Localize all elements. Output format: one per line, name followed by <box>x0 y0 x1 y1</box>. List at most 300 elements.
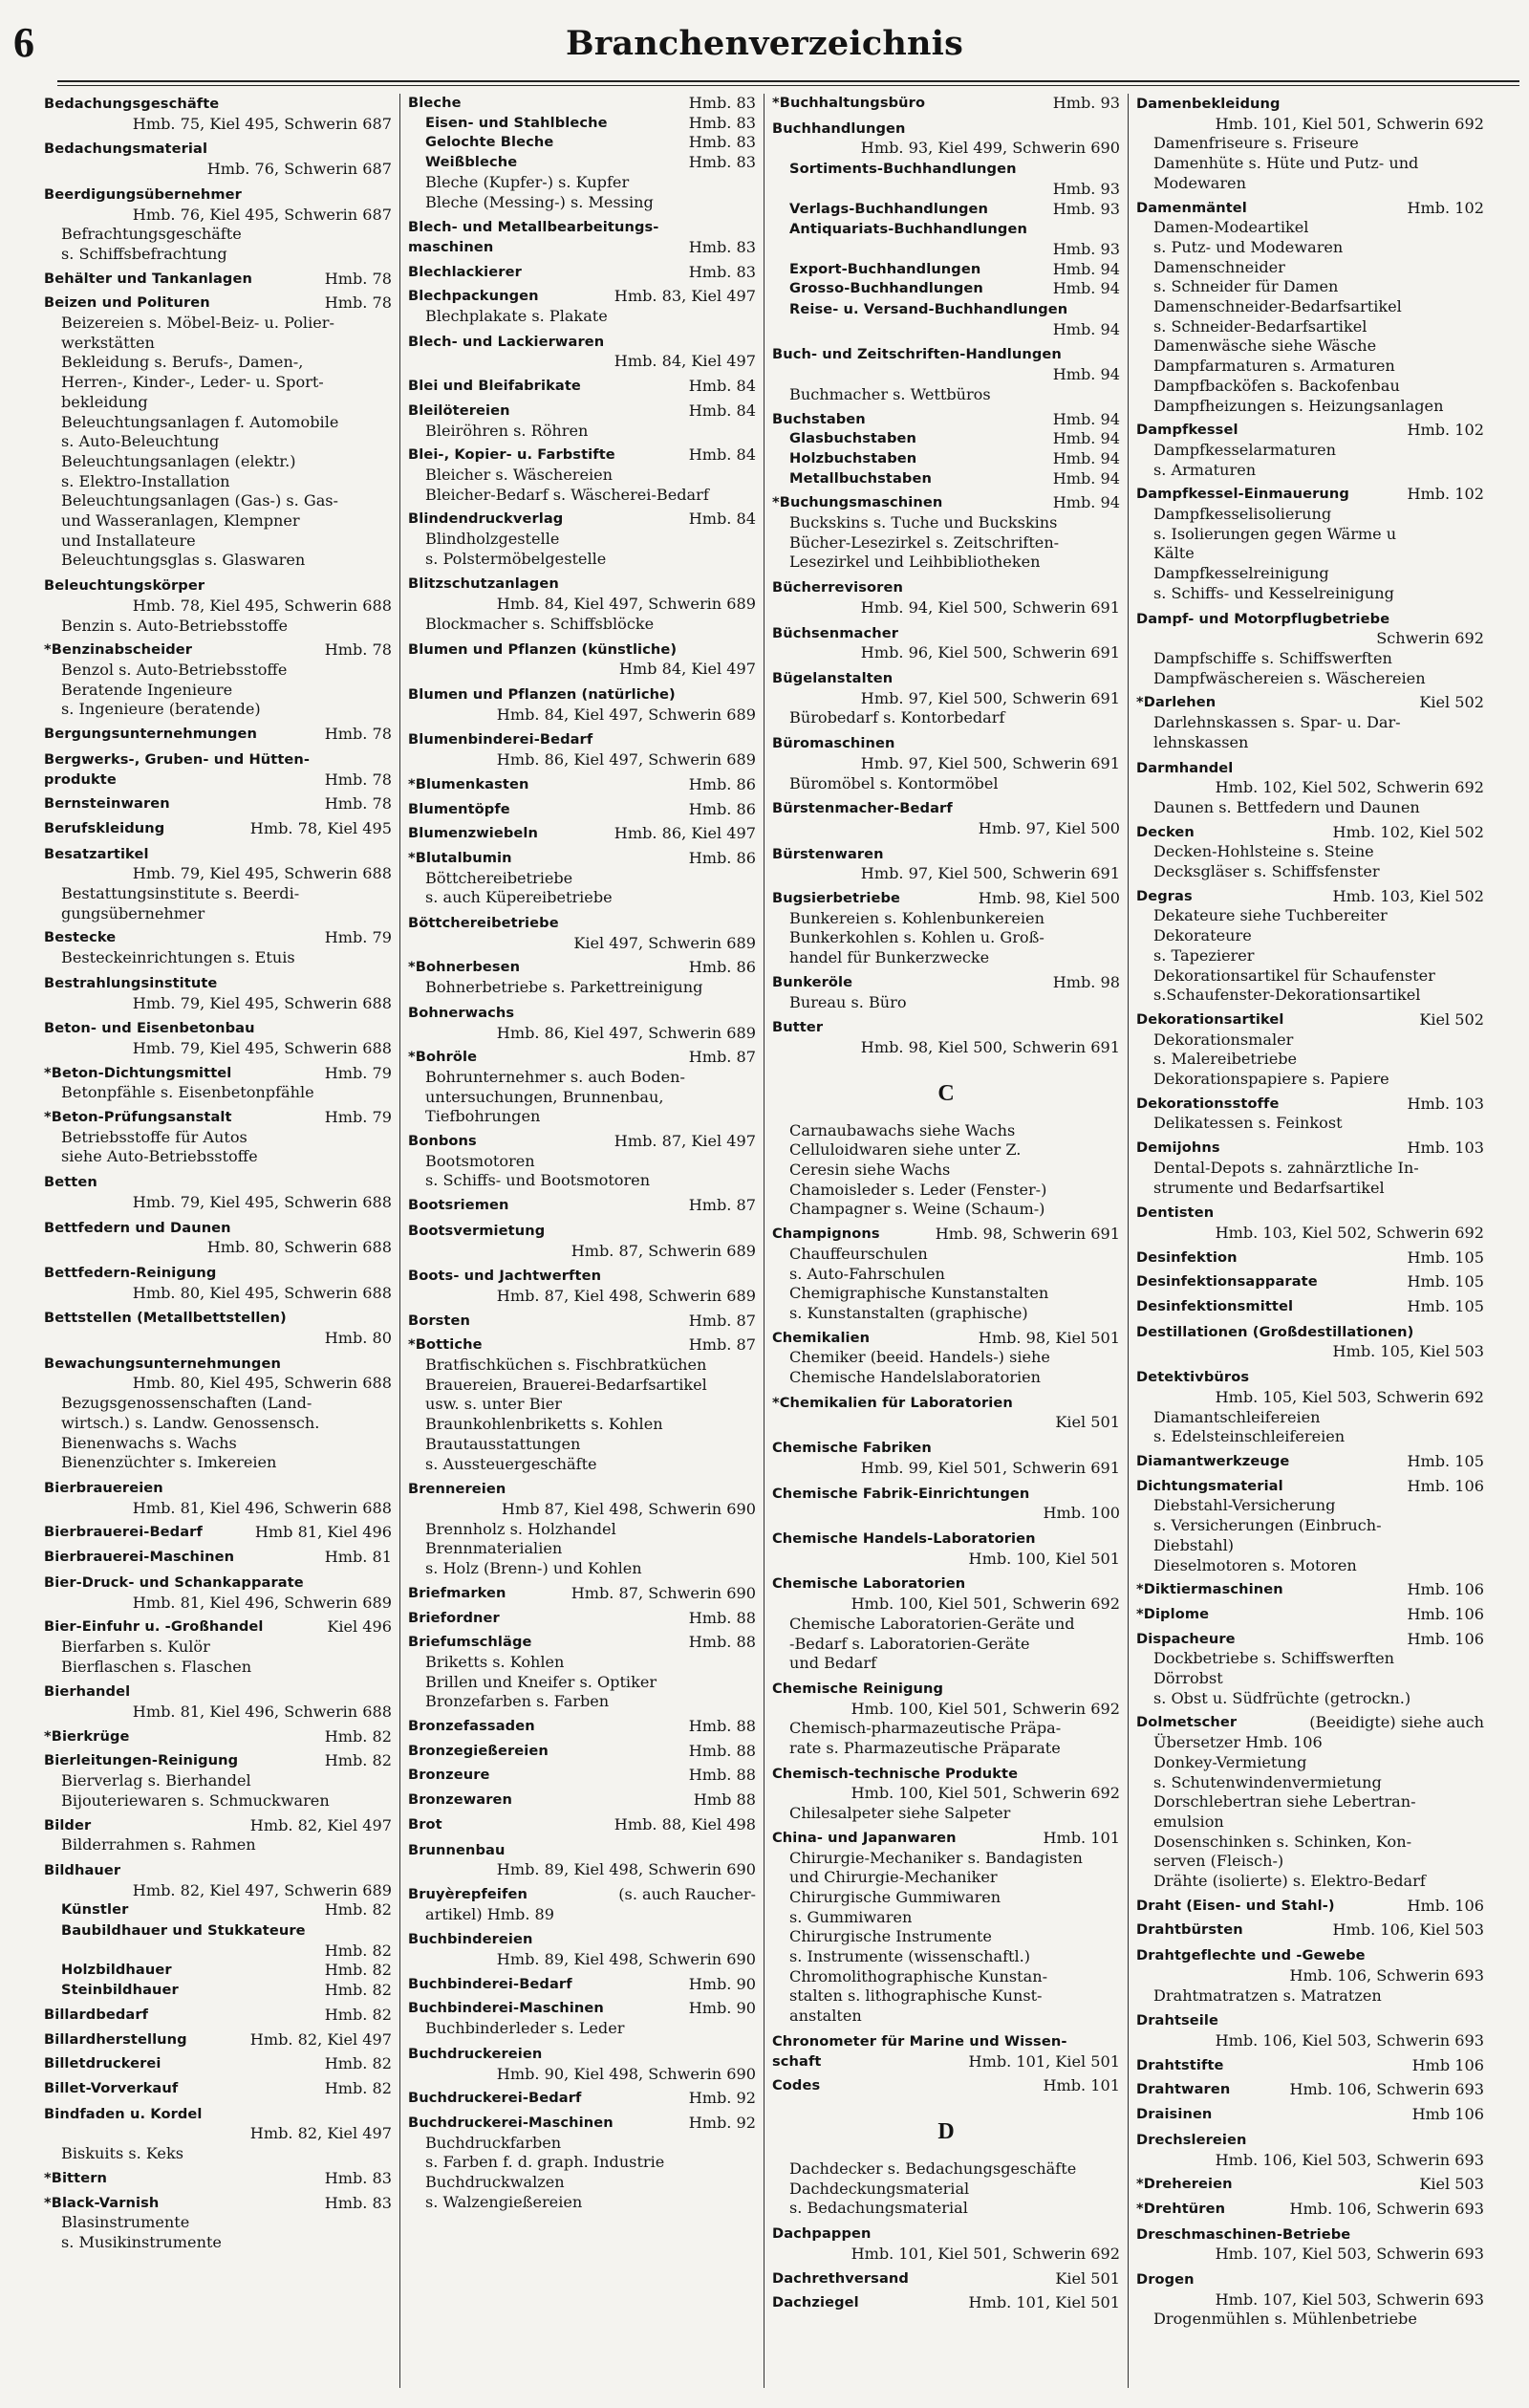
directory-entry <box>408 1975 756 1995</box>
entry-line: Hmb. 100, Kiel 501 <box>968 1549 1120 1568</box>
directory-entry <box>408 217 756 257</box>
entry-line: Hmb. 97, Kiel 500, Schwerin 691 <box>860 753 1120 772</box>
directory-entry <box>44 94 392 134</box>
entry-line <box>772 1393 1120 1414</box>
entry-line: s. Schiffs- und Bootsmotoren <box>425 1171 651 1190</box>
entry-line: Bienenwachs s. Wachs <box>61 1433 237 1452</box>
directory-entry <box>1136 485 1484 603</box>
entry-line: Dental-Depots s. zahnärztliche In- <box>1153 1158 1419 1177</box>
entry-reference: Hmb. 98 <box>1052 972 1120 991</box>
entry-line: lehnskassen <box>1153 732 1249 751</box>
entry-line: Dampfheizungen s. Heizungsanlagen <box>1153 396 1444 415</box>
entry-line: s. Polstermöbelgestelle <box>425 549 607 568</box>
entry-heading: Draisinen <box>1136 2106 1213 2123</box>
column-divider <box>1128 94 1129 2388</box>
entry-line <box>772 260 1120 280</box>
entry-reference: Hmb. 106 <box>1407 1476 1484 1495</box>
entry-line: Ceresin siehe Wachs <box>789 1161 951 1180</box>
entry-heading: Chronometer für Marine und Wissen- <box>772 2032 1067 2050</box>
entry-line: s. Farben f. d. graph. Industrie <box>425 2153 665 2172</box>
entry-line: Donkey-Vermietung <box>1153 1752 1307 1771</box>
entry-reference: Hmb. 103 <box>1407 1139 1484 1158</box>
entry-line: Bilderrahmen s. Rahmen <box>61 1835 256 1855</box>
entry-line: Dampfkesselarmaturen <box>1153 440 1337 459</box>
entry-heading: Drahtwaren <box>1136 2081 1231 2098</box>
entry-line <box>1136 2080 1484 2100</box>
entry-line: Chilesalpeter siehe Salpeter <box>789 1804 1011 1823</box>
entry-line: Bestattungsinstitute s. Beerdi- <box>61 884 300 903</box>
entry-line: Bunkereien s. Kohlenbunkereien <box>789 908 1044 927</box>
entry-line <box>772 279 1120 299</box>
entry-reference: Hmb. 94 <box>1052 259 1120 278</box>
entry-heading: Bleilötereien <box>408 401 510 419</box>
entry-line <box>772 1679 1120 1700</box>
entry-line: Hmb. 81, Kiel 496, Schwerin 689 <box>132 1593 392 1612</box>
entry-line <box>44 1478 392 1499</box>
entry-heading: Draht (Eisen- und Stahl-) <box>1136 1897 1335 1914</box>
entry-reference: Hmb. 92 <box>688 2089 756 2108</box>
entry-reference: Hmb. 93 <box>1052 94 1120 112</box>
entry-line <box>1136 2010 1484 2031</box>
entry-heading: Buch- und Zeitschriften-Handlungen <box>772 346 1062 363</box>
entry-heading: Drechslereien <box>1136 2131 1247 2148</box>
entry-reference: Hmb. 103 <box>1407 1094 1484 1113</box>
entry-line: Hmb. 80, Kiel 495, Schwerin 688 <box>132 1374 392 1393</box>
entry-heading: Bronzeure <box>408 1767 490 1784</box>
entry-line: Bekleidung s. Berufs-, Damen-, <box>61 353 304 372</box>
entry-line: Bratfischküchen s. Fischbratküchen <box>425 1356 707 1375</box>
entry-line: Buchbinderleder s. Leder <box>425 2019 625 2038</box>
entry-heading: Bootsriemen <box>408 1197 509 1214</box>
entry-line <box>408 2044 756 2065</box>
entry-line <box>44 1018 392 1039</box>
entry-line: serven (Fleisch-) <box>1153 1852 1284 1871</box>
entry-heading: Blechlackierer <box>408 263 522 280</box>
entry-reference: Hmb. 78 <box>324 269 392 288</box>
entry-reference: Hmb. 92 <box>688 2113 756 2132</box>
entry-heading: Bergwerks-, Gruben- und Hütten- <box>44 750 311 768</box>
entry-heading: *Bottiche <box>408 1336 483 1354</box>
entry-line <box>44 2006 392 2026</box>
entry-heading: Dolmetscher <box>1136 1714 1238 1731</box>
entry-line <box>772 159 1120 180</box>
entry-heading: Künstler <box>61 1901 129 1919</box>
entry-reference: Hmb. 105 <box>1407 1272 1484 1291</box>
directory-entry <box>772 2224 1120 2264</box>
entry-heading: Chemische Fabrik-Einrichtungen <box>772 1485 1030 1502</box>
entry-line: Beratende Ingenieure <box>61 680 233 699</box>
entry-heading: Damenbekleidung <box>1136 96 1281 112</box>
entry-heading: Dampfkessel <box>1136 422 1238 439</box>
entry-line: Daunen s. Bettfedern und Daunen <box>1153 797 1420 816</box>
entry-line: Befrachtungsgeschäfte <box>61 225 242 244</box>
entry-line: Diebstahl-Versicherung <box>1153 1496 1336 1515</box>
entry-heading: Dampfkessel-Einmauerung <box>1136 486 1349 503</box>
entry-line: s. Musikinstrumente <box>61 2232 222 2251</box>
entry-reference: Hmb. 87, Kiel 497 <box>614 1132 756 1151</box>
entry-reference: Hmb. 83 <box>688 113 756 132</box>
entry-reference: Hmb. 83 <box>688 237 756 256</box>
entry-line <box>772 2224 1120 2245</box>
entry-heading: Desinfektionsmittel <box>1136 1298 1294 1315</box>
entry-heading: Besatzartikel <box>44 845 149 862</box>
column-4 <box>1131 94 1490 2393</box>
directory-entry <box>408 94 756 212</box>
entry-heading: Darmhandel <box>1136 759 1234 776</box>
entry-line: Damenwäsche siehe Wäsche <box>1153 336 1377 356</box>
directory-entry <box>408 1003 756 1043</box>
entry-line: Hmb. 79, Kiel 495, Schwerin 688 <box>132 864 392 883</box>
entry-line: Bleicher s. Wäschereien <box>425 465 614 484</box>
entry-line: Hmb. 87, Schwerin 689 <box>571 1241 756 1260</box>
entry-line: Blindholzgestelle <box>425 530 560 549</box>
section-letter: C <box>937 1080 955 1106</box>
entry-line: Hmb. 105, Kiel 503, Schwerin 692 <box>1215 1387 1484 1406</box>
entry-line: Diamantschleifereien <box>1153 1407 1321 1426</box>
entry-line <box>772 668 1120 689</box>
entry-line: Dieselmotoren s. Motoren <box>1153 1555 1357 1574</box>
entry-line <box>772 200 1120 220</box>
entry-line: Hmb. 105, Kiel 503 <box>1332 1342 1484 1361</box>
entry-reference: Hmb. 87, Schwerin 690 <box>571 1583 756 1602</box>
entry-reference: Hmb. 103, Kiel 502 <box>1332 886 1484 905</box>
entry-line <box>408 1335 756 1356</box>
entry-reference: Hmb. 82 <box>324 1751 392 1770</box>
entry-line <box>1136 2175 1484 2195</box>
directory-entry <box>772 1679 1120 1759</box>
directory-entry <box>44 1018 392 1058</box>
entry-line: Chirurgie-Mechaniker s. Bandagisten <box>789 1848 1083 1867</box>
entry-line <box>1136 1580 1484 1600</box>
entry-line: Hmb. 89, Kiel 498, Schwerin 690 <box>496 1860 756 1879</box>
entry-line <box>44 1263 392 1284</box>
entry-line <box>408 1999 756 2019</box>
directory-entry <box>1136 823 1484 882</box>
entry-line: Hmb 87, Kiel 498, Schwerin 690 <box>501 1500 756 1518</box>
entry-line: Benzol s. Auto-Betriebsstoffe <box>61 660 288 679</box>
entry-line <box>772 1329 1120 1349</box>
entry-line <box>44 1108 392 1128</box>
directory-entry <box>1136 1322 1484 1362</box>
entry-line: Drahtmatratzen s. Matratzen <box>1153 1985 1382 2005</box>
entry-line: Dekorationsartikel für Schaufenster <box>1153 965 1435 985</box>
entry-line <box>44 139 392 160</box>
entry-line <box>408 1885 756 1905</box>
entry-heading: Bedachungsmaterial <box>44 141 208 158</box>
entry-line <box>772 1573 1120 1594</box>
entry-reference: Hmb. 101 <box>1043 1828 1120 1847</box>
entry-line <box>408 1790 756 1811</box>
entry-line: Hmb. 103, Kiel 502, Schwerin 692 <box>1215 1223 1484 1242</box>
entry-line <box>1136 2105 1484 2125</box>
entry-heading: maschinen <box>408 238 494 255</box>
entry-line <box>408 913 756 934</box>
entry-line: Champagner s. Weine (Schaum-) <box>789 1200 1045 1219</box>
entry-line: s. Instrumente (wissenschaftl.) <box>789 1947 1031 1966</box>
entry-line <box>408 1717 756 1737</box>
entry-line: s. Auto-Fahrschulen <box>789 1264 945 1283</box>
entry-heading: Glasbuchstaben <box>789 430 917 447</box>
entry-heading: Buchbinderei-Maschinen <box>408 2000 604 2017</box>
entry-line <box>1136 1367 1484 1388</box>
entry-reference: Hmb. 106 <box>1407 1580 1484 1599</box>
entry-reference: Hmb. 105 <box>1407 1247 1484 1267</box>
entry-line <box>1136 2224 1484 2245</box>
directory-entry <box>1136 2080 1484 2100</box>
entry-line: Hmb. 78, Kiel 495, Schwerin 688 <box>132 596 392 615</box>
entry-line: s. Tapezierer <box>1153 945 1255 965</box>
entry-heading: Bettfedern-Reinigung <box>44 1264 217 1281</box>
entry-line: Buckskins s. Tuche und Buckskins <box>789 513 1058 532</box>
entry-heading: *Drehereien <box>1136 2176 1233 2193</box>
entry-heading: Büromaschinen <box>772 735 895 752</box>
entry-heading: *Bierkrüge <box>44 1727 130 1745</box>
directory-entry <box>408 1790 756 1811</box>
entry-heading: Chemikalien <box>772 1329 871 1346</box>
entry-line: Betonpfähle s. Eisenbetonpfähle <box>61 1083 314 1102</box>
entry-line <box>408 1196 756 1216</box>
entry-heading: Bettfedern und Daunen <box>44 1219 231 1236</box>
entry-line: s. auch Küpereibetriebe <box>425 888 613 907</box>
entry-reference: Hmb. 82 <box>324 1961 392 1980</box>
entry-line: Braunkohlenbriketts s. Kohlen <box>425 1415 663 1434</box>
entry-line: Bierverlag s. Bierhandel <box>61 1771 251 1790</box>
entry-line <box>772 889 1120 909</box>
entry-reference: Hmb. 83 <box>688 133 756 152</box>
entry-line <box>408 1048 756 1068</box>
entry-line <box>1136 2130 1484 2151</box>
entry-reference: Hmb. 88 <box>688 1608 756 1627</box>
directory-entry <box>1136 1139 1484 1198</box>
directory-entry <box>408 1196 756 1216</box>
entry-heading: Drahtstifte <box>1136 2056 1224 2073</box>
directory-entry <box>408 775 756 795</box>
entry-line <box>44 1920 392 1942</box>
entry-line <box>408 1132 756 1152</box>
entry-heading: Holzbildhauer <box>61 1962 172 1979</box>
entry-line: Buchmacher s. Wettbüros <box>789 384 991 403</box>
directory-entry <box>44 844 392 924</box>
entry-line: Hmb. 93, Kiel 499, Schwerin 690 <box>860 139 1120 158</box>
entry-line <box>772 1017 1120 1038</box>
entry-line: Dampfkesselisolierung <box>1153 505 1332 524</box>
entry-line: Beleuchtungsanlagen (Gas-) s. Gas- <box>61 491 338 510</box>
entry-line: s. Holz (Brenn-) und Kohlen <box>425 1559 642 1578</box>
entry-heading: Buchstaben <box>772 410 866 427</box>
entry-line: Biskuits s. Keks <box>61 2144 183 2163</box>
entry-heading: Dichtungsmaterial <box>1136 1477 1283 1494</box>
entry-line: und Wasseranlagen, Klempner <box>61 511 300 531</box>
entry-line: Kiel 497, Schwerin 689 <box>573 933 756 952</box>
entry-heading: Butter <box>772 1019 824 1036</box>
entry-line: Dachdecker s. Bedachungsgeschäfte <box>789 2159 1077 2178</box>
directory-entry <box>44 640 392 720</box>
entry-heading: Bestecke <box>44 929 117 946</box>
entry-reference: Hmb. 87 <box>688 1196 756 1215</box>
entry-line <box>1136 1897 1484 1917</box>
entry-line: Hmb. 101, Kiel 501, Schwerin 692 <box>851 2244 1120 2263</box>
directory-entry <box>772 623 1120 663</box>
directory-entry <box>1136 758 1484 818</box>
entry-heading: Bierbrauereien <box>44 1480 163 1496</box>
directory-entry <box>44 2079 392 2099</box>
entry-line: Chemische Handelslaboratorien <box>789 1368 1042 1387</box>
directory-entry <box>1136 2200 1484 2220</box>
entry-heading: Diamantwerkzeuge <box>1136 1453 1290 1469</box>
directory-entry <box>1136 1367 1484 1447</box>
directory-entry <box>1136 1272 1484 1292</box>
entry-line: Brautausstattungen <box>425 1434 581 1453</box>
directory-entry <box>772 2159 1120 2219</box>
directory-entry <box>1136 421 1484 480</box>
entry-heading: Detektivbüros <box>1136 1369 1250 1386</box>
directory-entry <box>1136 94 1484 194</box>
entry-heading: Degras <box>1136 887 1193 904</box>
entry-line: Hmb. 84, Kiel 497, Schwerin 689 <box>496 595 756 614</box>
entry-reference: Hmb. 83 <box>324 2193 392 2212</box>
entry-line <box>772 844 1120 865</box>
entry-heading: Bedachungsgeschäfte <box>44 96 220 112</box>
entry-line: -Bedarf s. Laboratorien-Geräte <box>789 1634 1030 1653</box>
entry-reference: Hmb. 87 <box>688 1048 756 1067</box>
directory-entry <box>408 1335 756 1474</box>
entry-reference: Hmb. 102 <box>1407 485 1484 504</box>
directory-entry <box>408 1766 756 1786</box>
entry-heading: Bier-Einfuhr u. -Großhandel <box>44 1618 264 1636</box>
entry-line <box>772 577 1120 598</box>
directory-entry <box>408 800 756 820</box>
entry-line <box>408 1479 756 1500</box>
directory-entry <box>1136 1477 1484 1576</box>
entry-line: s. Malereibetriebe <box>1153 1050 1298 1069</box>
entry-heading: Beton- und Eisenbetonbau <box>44 1020 255 1037</box>
entry-reference: Hmb. 105 <box>1407 1452 1484 1470</box>
directory-entry <box>44 1727 392 1747</box>
entry-line <box>408 1584 756 1604</box>
entry-line <box>772 119 1120 140</box>
entry-reference: Hmb. 101, Kiel 501 <box>968 2051 1120 2071</box>
entry-line <box>1136 1248 1484 1269</box>
entry-line: Chromolithographische Kunstan- <box>789 1966 1048 1985</box>
entry-reference: Hmb. 88, Kiel 498 <box>614 1814 756 1833</box>
entry-line: s. Walzengießereien <box>425 2192 583 2211</box>
entry-heading: *Bohröle <box>408 1049 478 1066</box>
entry-heading: *Buchungsmaschinen <box>772 494 943 511</box>
entry-reference: Hmb. 82, Kiel 497 <box>249 1815 392 1834</box>
entry-heading: *Blumenkasten <box>408 775 529 792</box>
entry-line: Dampfkesselreinigung <box>1153 564 1329 583</box>
entry-line <box>408 849 756 869</box>
entry-reference: Hmb. 79 <box>324 928 392 947</box>
entry-heading: Buchdruckereien <box>408 2045 543 2062</box>
directory-entry <box>772 410 1120 489</box>
entry-line <box>408 133 756 153</box>
entry-heading: Bügelanstalten <box>772 669 894 686</box>
entry-line <box>44 2054 392 2074</box>
entry-heading: Dentisten <box>1136 1204 1215 1222</box>
entry-heading: Bürstenwaren <box>772 845 884 862</box>
entry-reference: Hmb. 94 <box>1052 468 1120 488</box>
entry-heading: *Drehtüren <box>1136 2200 1226 2217</box>
entry-line <box>408 800 756 820</box>
entry-reference: Hmb. 87 <box>688 1335 756 1355</box>
entry-line: Besteckeinrichtungen s. Etuis <box>61 948 295 967</box>
entry-reference: Hmb 106 <box>1411 2055 1484 2074</box>
entry-line <box>1136 887 1484 907</box>
entry-line: Hmb. 82, Kiel 497, Schwerin 689 <box>132 1880 392 1899</box>
directory-entry <box>44 270 392 290</box>
entry-line <box>44 1681 392 1703</box>
entry-heading: Holzbuchstaben <box>789 449 917 466</box>
directory-entry <box>44 819 392 839</box>
entry-heading: Brot <box>408 1815 442 1833</box>
entry-heading: Blindendruckverlag <box>408 510 564 528</box>
entry-reference: Hmb. 79 <box>324 1063 392 1082</box>
entry-line: Bohrunternehmer s. auch Boden- <box>425 1067 685 1086</box>
entry-line: Hmb. 81, Kiel 496, Schwerin 688 <box>132 1703 392 1722</box>
entry-line <box>408 1975 756 1995</box>
entry-line <box>1136 485 1484 505</box>
directory-entry <box>772 2076 1120 2096</box>
entry-heading: Blei-, Kopier- u. Farbstifte <box>408 446 615 464</box>
entry-heading: Bettstellen (Metallbettstellen) <box>44 1310 287 1327</box>
entry-line <box>1136 1272 1484 1292</box>
directory-entry <box>408 849 756 908</box>
directory-entry <box>44 2030 392 2050</box>
directory-entry <box>408 332 756 372</box>
entry-line <box>772 410 1120 430</box>
entry-heading: Gelochte Bleche <box>425 134 554 151</box>
entry-reference: Hmb. 83 <box>688 262 756 281</box>
directory-entry <box>408 2089 756 2109</box>
entry-line <box>772 798 1120 819</box>
directory-entry <box>44 1573 392 1613</box>
directory-entry <box>408 1885 756 1924</box>
entry-line: Beleuchtungsanlagen f. Automobile <box>61 412 339 431</box>
entry-line: Bürobedarf s. Kontorbedarf <box>789 708 1005 727</box>
entry-heading: Bootsvermietung <box>408 1222 546 1239</box>
entry-line: Bierflaschen s. Flaschen <box>61 1657 252 1676</box>
directory-entry <box>408 1479 756 1579</box>
entry-heading: schaft <box>772 2052 822 2070</box>
entry-line: s. Obst u. Südfrüchte (getrockn.) <box>1153 1688 1411 1707</box>
entry-heading: Blech- und Lackierwaren <box>408 333 605 350</box>
entry-line: Hmb. 79, Kiel 495, Schwerin 688 <box>132 993 392 1012</box>
entry-line <box>44 1751 392 1771</box>
entry-line <box>408 1312 756 1332</box>
entry-line: Chemiker (beeid. Handels-) siehe <box>789 1348 1050 1367</box>
entry-line: Hmb. 100, Kiel 501, Schwerin 692 <box>851 1594 1120 1614</box>
entry-line: Hmb. 80, Kiel 495, Schwerin 688 <box>132 1283 392 1302</box>
entry-line <box>1136 1945 1484 1966</box>
entry-line <box>1136 758 1484 779</box>
entry-line <box>44 640 392 661</box>
entry-reference: Hmb. 78 <box>324 770 392 789</box>
entry-reference: Hmb. 82 <box>324 1900 392 1920</box>
entry-heading: Blechpackungen <box>408 288 539 305</box>
entry-heading: Briefordner <box>408 1609 500 1626</box>
entry-heading: Blumen und Pflanzen (natürliche) <box>408 685 676 703</box>
entry-line: Dockbetriebe s. Schiffswerften <box>1153 1649 1394 1668</box>
entry-reference: Hmb. 101 <box>1043 2076 1120 2095</box>
entry-line: Bohnerbetriebe s. Parkettreinigung <box>425 978 703 997</box>
entry-reference: (s. auch Raucher- <box>618 1884 756 1903</box>
entry-heading: Buchhandlungen <box>772 119 906 137</box>
entry-line: Bunkerkohlen s. Kohlen u. Groß- <box>789 928 1044 947</box>
directory-entry <box>44 1218 392 1258</box>
entry-heading: Briefmarken <box>408 1584 506 1601</box>
directory-entry <box>772 1529 1120 1569</box>
